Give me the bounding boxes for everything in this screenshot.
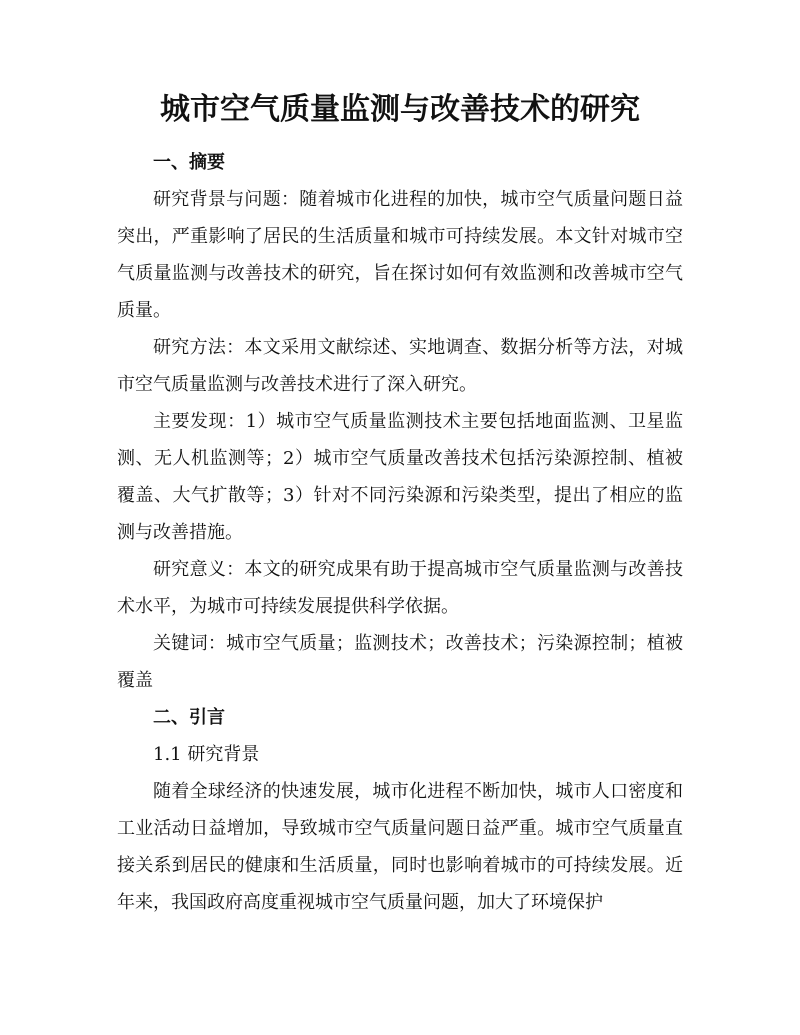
research-background-paragraph: 随着全球经济的快速发展，城市化进程不断加快，城市人口密度和工业活动日益增加，导致城市空气质量问题日益严重。城市空气质量直接关系到居民的健康和生活质量，同时也影响着城市的可持续发展。近年来，我国政府高度重视城市空气质量问题，加大了环境保护 <box>117 781 683 913</box>
abstract-significance-paragraph: 研究意义：本文的研究成果有助于提高城市空气质量监测与改善技术水平，为城市可持续发展提供科学依据。 <box>117 559 683 617</box>
document-title: 城市空气质量监测与改善技术的研究 <box>160 92 640 127</box>
document-body <box>117 144 683 921</box>
abstract-background-paragraph: 研究背景与问题：随着城市化进程的加快，城市空气质量问题日益突出，严重影响了居民的生活质量和城市可持续发展。本文针对城市空气质量监测与改善技术的研究，旨在探讨如何有效监测和改善城市空气质量。 <box>117 189 683 321</box>
abstract-methods-paragraph: 研究方法：本文采用文献综述、实地调查、数据分析等方法，对城市空气质量监测与改善技术进行了深入研究。 <box>117 337 683 395</box>
research-background-subheading: 1.1 研究背景 <box>153 744 260 765</box>
introduction-heading: 二、引言 <box>153 707 225 728</box>
abstract-findings-paragraph: 主要发现：1）城市空气质量监测技术主要包括地面监测、卫星监测、无人机监测等；2）城市空气质量改善技术包括污染源控制、植被覆盖、大气扩散等；3）针对不同污染源和污染类型，提出了相应的监测与改善措施。 <box>117 411 683 543</box>
abstract-heading: 一、摘要 <box>153 152 225 173</box>
keywords-paragraph: 关键词：城市空气质量；监测技术；改善技术；污染源控制；植被覆盖 <box>117 633 683 691</box>
